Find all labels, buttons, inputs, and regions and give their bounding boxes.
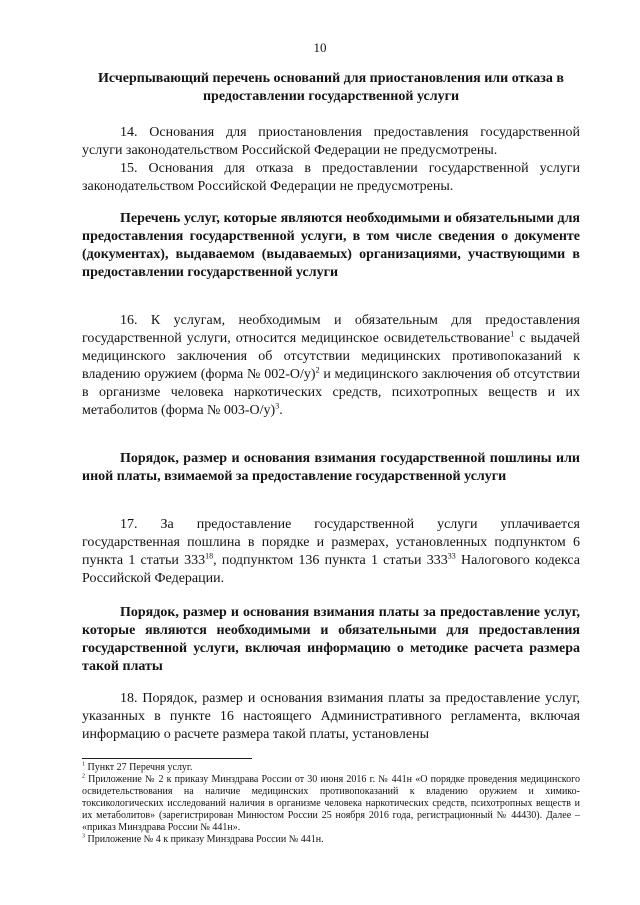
page-number: 10 — [313, 40, 327, 55]
paragraph-16 — [82, 312, 580, 420]
superscript-18: 18 — [205, 551, 214, 561]
paragraph-18: 18. Порядок, размер и основания взимания платы за предоставление услуг, указанных в пункте 16 настоящего Административного регламента, включая информацию о расчете размера такой платы, установлены — [82, 691, 580, 742]
section-heading-service-payment: Порядок, размер и основания взимания платы за предоставление услуг, которые являются необходимыми и обязательными для предоставления государственной услуги, включая информацию о методике расчета размера такой платы — [82, 605, 580, 674]
footnote-ref-1: 1 — [510, 329, 515, 339]
footnote-1 — [82, 762, 580, 774]
paragraph-16-part-b: с выдачей медицинского заключения об отсутствии медицинских противопоказаний к владению оружием (форма № 002-О/у) — [82, 331, 580, 382]
paragraph-17 — [82, 516, 580, 588]
superscript-33: 33 — [447, 551, 456, 561]
footnote-ref-3: 3 — [275, 401, 280, 411]
section-heading-suspension: Исчерпывающий перечень оснований для приостановления или отказа в предоставлении государственной услуги — [98, 71, 564, 104]
paragraph-16-part-d: . — [279, 403, 283, 418]
paragraph-17-part-b: , подпунктом 136 пункта 1 статьи 333 — [213, 553, 448, 568]
footnote-ref-2: 2 — [315, 365, 320, 375]
footnote-2-text: Приложение № 2 к приказу Минздрава России от 30 июня 2016 г. № 441н «О порядке проведения медицинского освидетельствования на наличие медицинских противопоказаний к владению оружием и химико-токсикологических исследований наличия в организме человека наркотических средств, психотропных веществ и их метаболитов» (зарегистрирован Минюстом России 25 ноября 2016 года, регистрационный № 44430). Далее – «приказ Минздрава России № 441н». — [82, 774, 580, 833]
footnotes — [82, 762, 580, 846]
paragraph-15: 15. Основания для отказа в предоставлении государственной услуги законодательством Российской Федерации не предусмотрены. — [82, 161, 580, 194]
footnote-3-text: Приложение № 4 к приказу Минздрава России № 441н. — [85, 834, 324, 845]
paragraph-17-part-a: 17. За предоставление государственной услуги уплачивается государственная пошлина в порядке и размерах, установленных подпунктом 6 пункта 1 статьи 333 — [82, 517, 580, 568]
paragraph-16-part-c: и медицинского заключения об отсутствии в организме человека наркотических средств, психотропных веществ и их метаболитов (форма № 003-О/у) — [82, 367, 580, 418]
footnote-2-mark: 2 — [82, 773, 85, 780]
footnote-divider — [82, 758, 252, 759]
section-heading-required-services: Перечень услуг, которые являются необходимыми и обязательными для предоставления государственной услуги, в том числе сведения о документе (документах), выдаваемом (выдаваемых) организациями, участвующими в предоставлении государственной услуги — [82, 211, 580, 280]
footnote-1-text: Пункт 27 Перечня услуг. — [85, 762, 193, 773]
paragraph-17-part-c: Налогового кодекса Российской Федерации. — [82, 553, 581, 586]
paragraph-16-part-a: 16. К услугам, необходимым и обязательным для предоставления государственной услуги, относится медицинское освидетельствование — [82, 313, 580, 346]
footnote-1-mark: 1 — [82, 761, 85, 768]
footnote-3-mark: 3 — [82, 833, 85, 840]
section-heading-state-fee: Порядок, размер и основания взимания государственной пошлины или иной платы, взимаемой за предоставление государственной услуги — [82, 451, 580, 484]
footnote-2 — [82, 774, 580, 834]
paragraph-14: 14. Основания для приостановления предоставления государственной услуги законодательством Российской Федерации не предусмотрены. — [82, 125, 580, 158]
footnote-3 — [82, 834, 580, 846]
